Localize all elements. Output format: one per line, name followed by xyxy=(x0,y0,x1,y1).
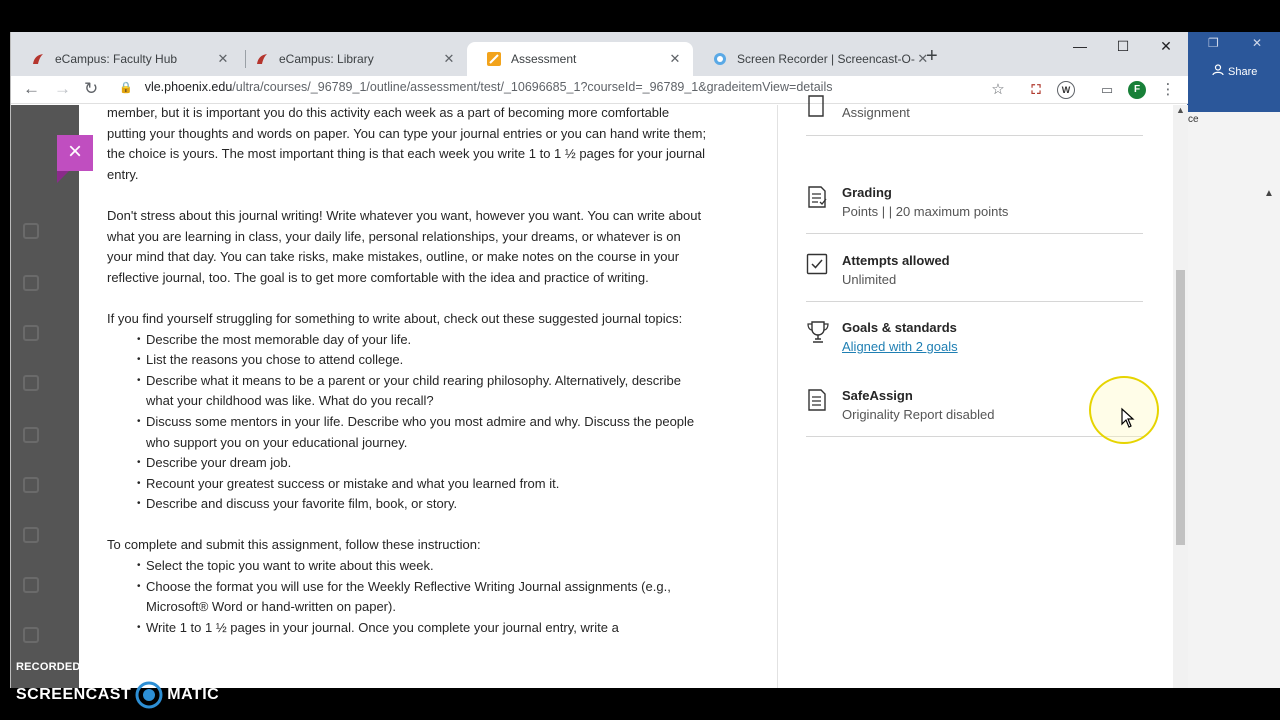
goals-label: Goals & standards xyxy=(842,320,957,335)
maximize-icon[interactable]: ☐ xyxy=(1116,38,1130,54)
instruction-paragraph: Don't stress about this journal writing! Write whatever you want, however you want. You can write about what you are learning in class, your daily life, personal relationships, your dreams, or whatever is on your mind that day. You can take risks, make mistakes, outline, or make notes on the course in your reflective journal, too. The goal is to get more comfortable with the idea and practice of writing. xyxy=(107,207,702,285)
browser-window xyxy=(10,32,1187,688)
instructions-text xyxy=(107,103,707,659)
list-item: • Describe your dream job. xyxy=(146,453,707,474)
share-button[interactable] xyxy=(1212,64,1257,79)
list-item: • List the reasons you chose to attend college. xyxy=(146,350,707,371)
assessment-icon xyxy=(487,52,501,66)
tab-title: Screen Recorder | Screencast-O- xyxy=(737,52,915,66)
list-item: • Choose the format you will use for the Weekly Reflective Writing Journal assignments (e.g., Microsoft® Word or hand-written on paper). xyxy=(146,577,707,618)
background-app-ribbon xyxy=(1186,32,1280,112)
cast-icon[interactable]: ▭ xyxy=(1100,82,1114,97)
close-tab-icon[interactable]: ✕ xyxy=(443,51,455,66)
tab-faculty-hub[interactable] xyxy=(11,42,241,76)
lock-icon: 🔒 xyxy=(119,81,133,94)
minimize-icon[interactable]: — xyxy=(1073,38,1087,54)
journal-topics-list xyxy=(107,330,707,515)
document-icon xyxy=(806,95,828,117)
detail-type xyxy=(806,95,1143,137)
close-window-icon[interactable]: ✕ xyxy=(1160,38,1172,54)
organizations-icon xyxy=(23,427,39,443)
phoenix-icon xyxy=(255,52,269,66)
tab-title: eCampus: Library xyxy=(279,52,374,66)
grading-value: Points | | 20 maximum points xyxy=(842,204,1009,219)
url-host: vle.phoenix.edu xyxy=(144,80,233,94)
tools-icon xyxy=(23,627,39,643)
share-label: Share xyxy=(1228,65,1258,78)
aligned-goals-link[interactable]: Aligned with 2 goals xyxy=(842,339,958,354)
reload-icon[interactable]: ↻ xyxy=(84,79,99,98)
grading-icon xyxy=(806,185,828,207)
attempts-label: Attempts allowed xyxy=(842,253,950,268)
close-icon[interactable]: ✕ xyxy=(1252,36,1263,50)
instruction-paragraph: To complete and submit this assignment, follow these instruction: xyxy=(107,537,481,553)
safeassign-label: SafeAssign xyxy=(842,388,913,403)
back-arrow-icon[interactable]: ← xyxy=(23,79,40,98)
trophy-icon xyxy=(806,320,828,342)
courses-icon xyxy=(23,375,39,391)
grades-icon xyxy=(23,577,39,593)
close-tab-icon[interactable]: ✕ xyxy=(917,51,929,66)
list-item: • Discuss some mentors in your life. Describe who you most admire and why. Discuss the people who support you on your educational journey. xyxy=(146,412,707,453)
page-viewport xyxy=(11,105,1188,688)
close-tab-icon[interactable]: ✕ xyxy=(669,51,681,66)
pdf-extension-icon[interactable]: ⛶ xyxy=(1031,82,1041,97)
attempts-value: Unlimited xyxy=(842,272,897,287)
grading-label: Grading xyxy=(842,185,892,200)
profile-avatar[interactable]: F xyxy=(1128,81,1146,99)
close-panel-button[interactable]: × xyxy=(57,135,93,171)
messages-icon xyxy=(23,527,39,543)
background-app-window xyxy=(1186,32,1280,688)
instruction-paragraph: If you find yourself struggling for something to write about, check out these suggested journal topics: xyxy=(107,310,683,326)
url-path: /ultra/courses/_96789_1/outline/assessment/test/_10696685_1?courseId=_96789_1&gradeitemView=details xyxy=(232,80,833,94)
scroll-up-arrow-icon[interactable]: ▲ xyxy=(1176,105,1185,115)
tab-assessment[interactable] xyxy=(467,42,693,76)
detail-separator xyxy=(806,233,1143,234)
watermark-recorded-with: RECORDED WITH xyxy=(16,661,113,673)
new-tab-plus-icon[interactable]: + xyxy=(926,45,938,67)
assignment-instructions xyxy=(79,105,779,688)
screencast-watermark xyxy=(16,661,220,703)
checkbox-icon xyxy=(806,253,828,275)
address-bar[interactable] xyxy=(119,80,832,94)
tab-library[interactable] xyxy=(235,42,467,76)
watermark-brand-left: SCREENCAST xyxy=(16,686,132,703)
list-item: • Describe and discuss your favorite film, book, or story. xyxy=(146,494,707,515)
tab-title: Assessment xyxy=(511,52,577,66)
dimmed-course-nav xyxy=(11,105,79,688)
tab-strip xyxy=(11,32,1188,76)
safeassign-value: Originality Report disabled xyxy=(842,407,995,422)
list-item: • Recount your greatest success or mistake and what you learned from it. xyxy=(146,474,707,495)
background-partial-text: ce xyxy=(1188,114,1199,125)
instruction-paragraph: member, but it is important you do this activity each week as a part of becoming more comfortable putting your thoughts and words on paper. You can type your journal entries or you can hand write them; the choice is yours. The most important thing is that each week you write 1 to 1 ½ pages for your journal entry. xyxy=(107,105,707,182)
close-tab-icon[interactable]: ✕ xyxy=(217,51,229,66)
list-item: • Select the topic you want to write about this week. xyxy=(146,556,707,577)
calendar-icon xyxy=(23,477,39,493)
watermark-brand-right: MATIC xyxy=(167,686,220,703)
watermark-brand xyxy=(16,681,219,709)
type-value: Assignment xyxy=(842,105,910,120)
forward-arrow-icon[interactable]: → xyxy=(54,79,71,98)
bookmark-star-icon[interactable]: ☆ xyxy=(991,81,1005,98)
list-item: • Write 1 to 1 ½ pages in your journal. Once you complete your journal entry, write a xyxy=(146,618,707,639)
screencast-icon xyxy=(713,52,727,66)
scrollbar-thumb[interactable] xyxy=(1176,270,1185,545)
globe-icon xyxy=(23,325,39,341)
page-scrollbar[interactable] xyxy=(1173,105,1188,688)
mouse-pointer-icon xyxy=(1121,408,1135,433)
w-extension-icon[interactable]: W xyxy=(1057,81,1075,99)
submission-steps-list xyxy=(107,556,707,638)
list-item: • Describe the most memorable day of your life. xyxy=(146,330,707,351)
institution-icon xyxy=(23,223,39,239)
safeassign-icon xyxy=(806,388,828,410)
detail-separator xyxy=(806,135,1143,136)
phoenix-icon xyxy=(31,52,45,66)
person-icon xyxy=(1212,64,1224,79)
chevron-up-icon[interactable]: ▲ xyxy=(1264,188,1274,199)
tab-title: eCampus: Faculty Hub xyxy=(55,52,178,66)
detail-separator xyxy=(806,301,1143,302)
list-item: • Describe what it means to be a parent or your child rearing philosophy. Alternatively, describe what your childhood was like. What do you recall? xyxy=(146,371,707,412)
detail-separator xyxy=(806,436,1143,437)
restore-icon[interactable]: ❐ xyxy=(1208,36,1219,50)
profile-icon xyxy=(23,275,39,291)
menu-kebab-icon[interactable]: ⋮ xyxy=(1160,81,1176,98)
screencast-logo-icon xyxy=(135,681,163,709)
tab-screen-recorder[interactable] xyxy=(693,42,929,76)
